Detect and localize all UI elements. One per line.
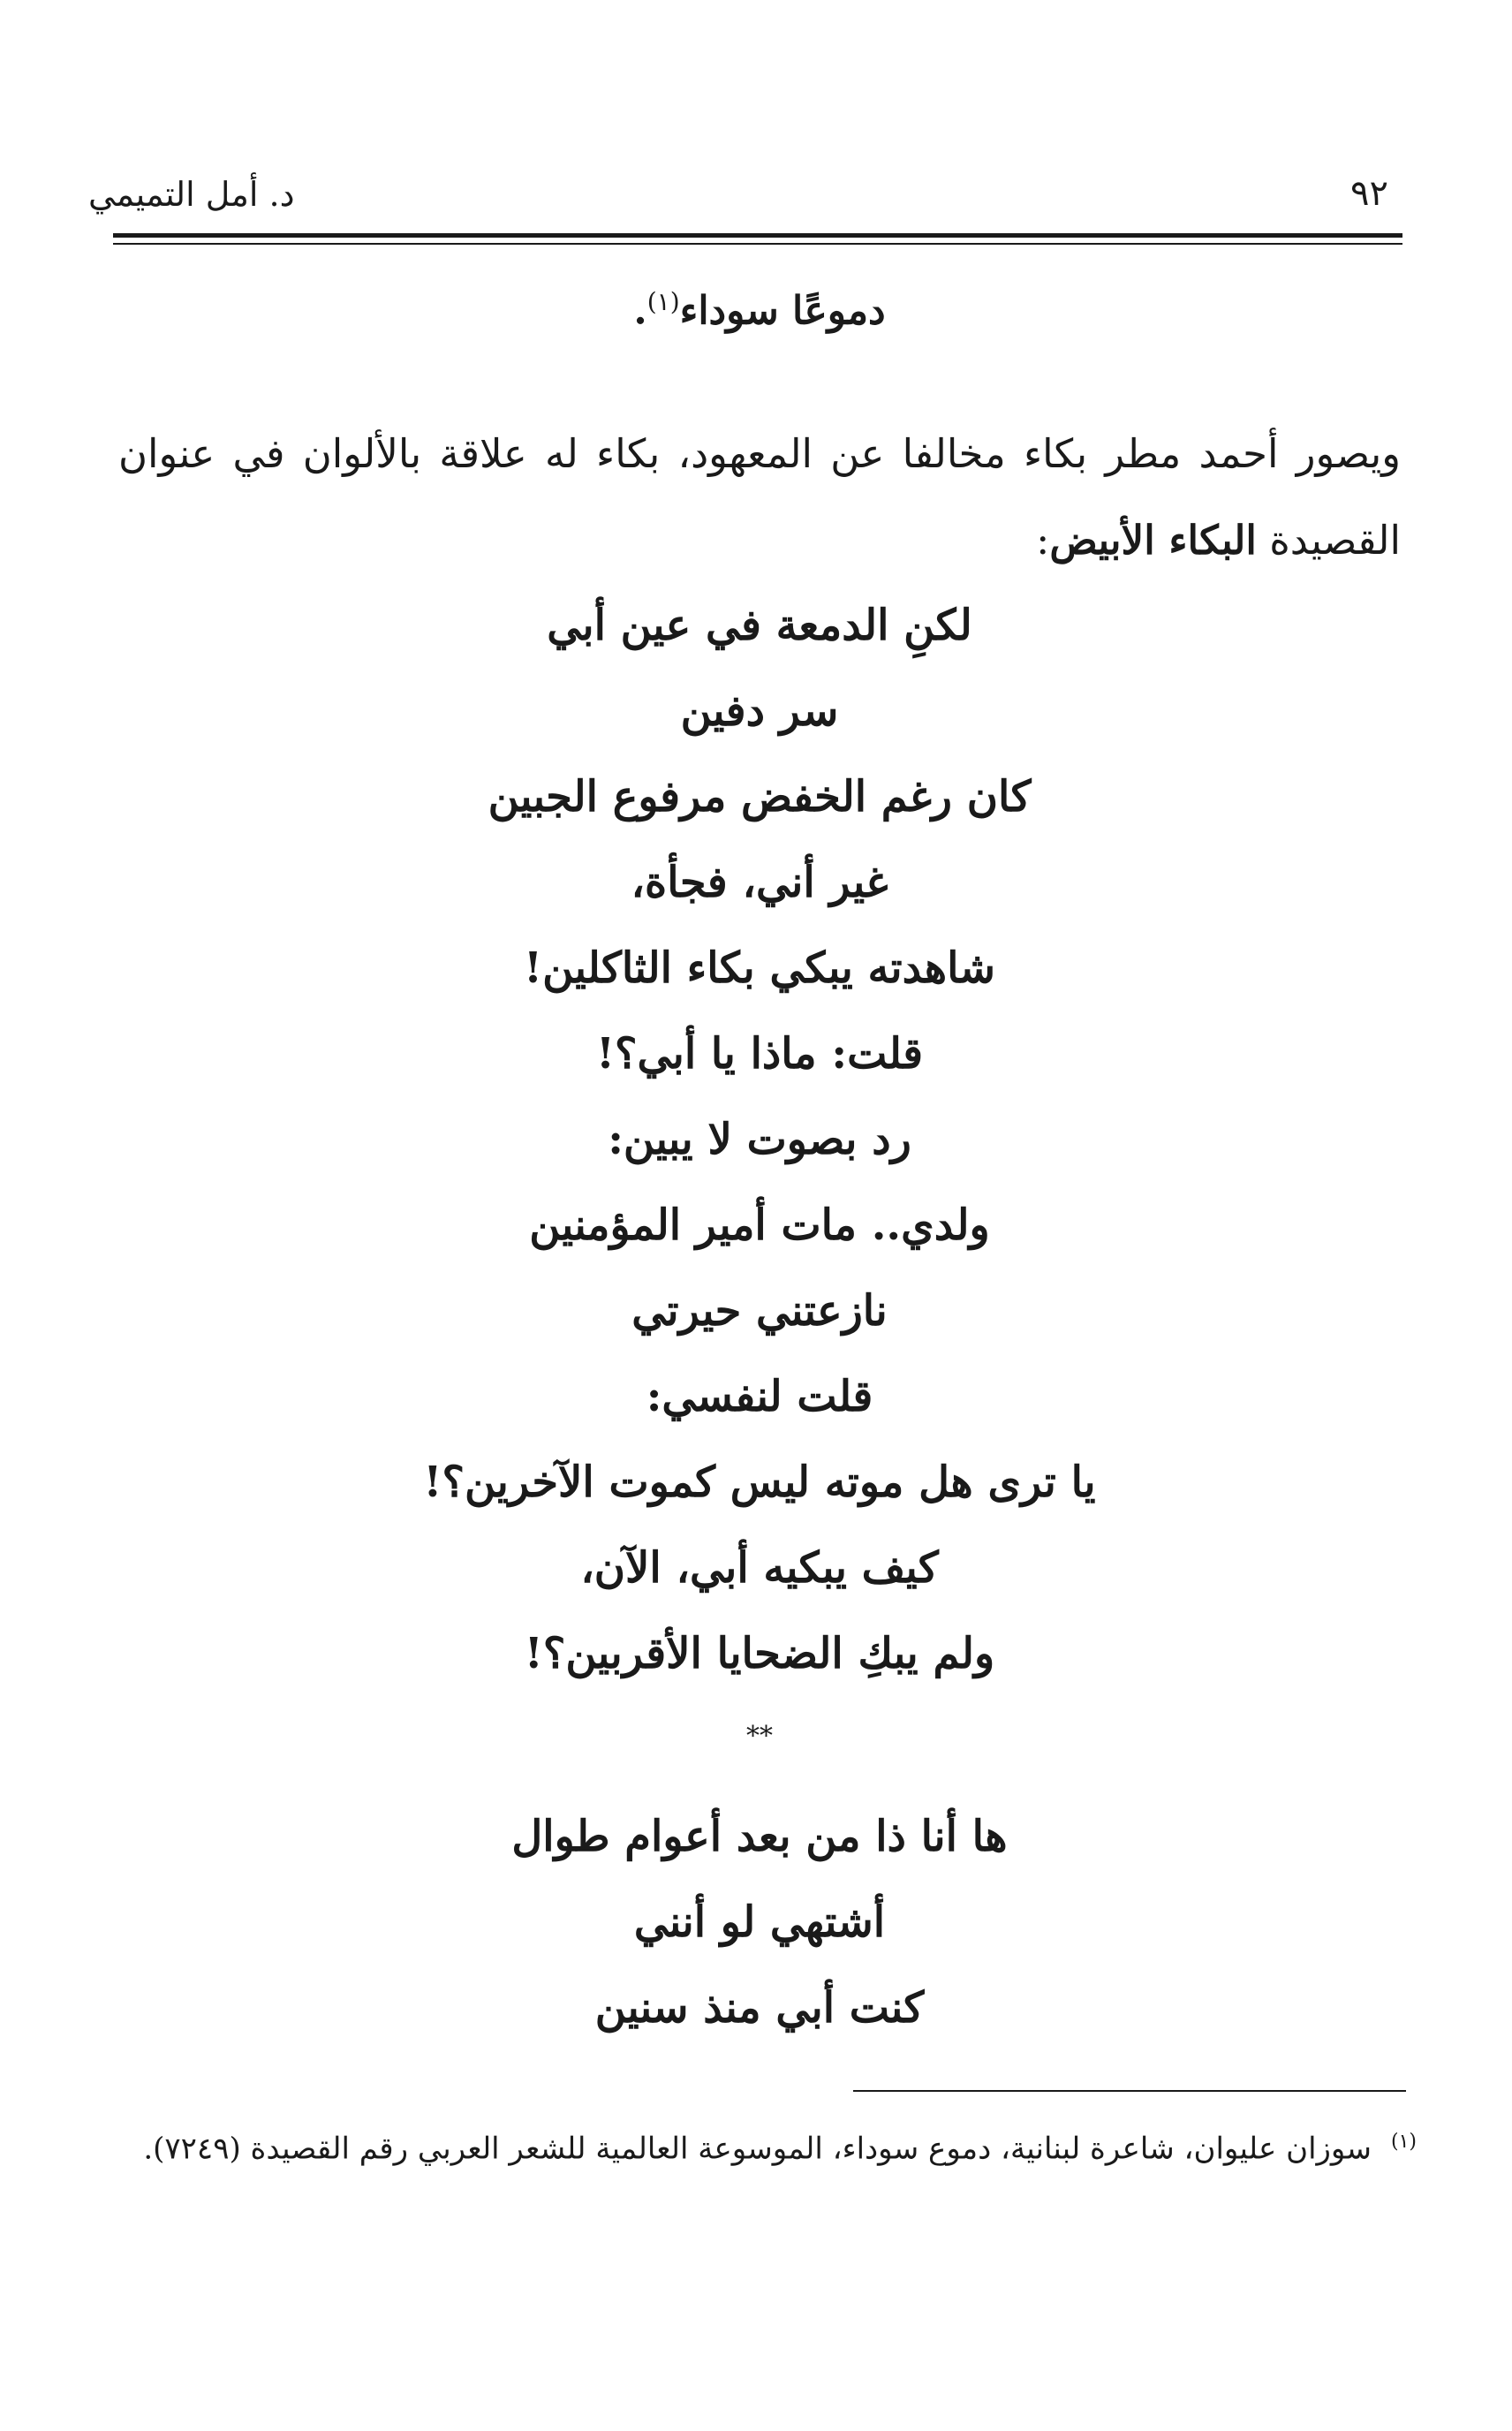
running-head-author: د. أمل التميمي	[88, 175, 295, 214]
poem-line: غير أني، فجأة،	[631, 858, 888, 907]
header-rule-thin	[113, 243, 1402, 245]
poem-line: كنت أبي منذ سنين	[594, 1983, 925, 2033]
poem-line: يا ترى هل موته ليس كموت الآخرين؟!	[423, 1458, 1096, 1507]
page-number: ٩٢	[1350, 173, 1388, 214]
intro-colon: :	[1036, 517, 1050, 564]
poem-line: كان رغم الخفض مرفوع الجبين	[488, 772, 1032, 822]
poem-line: أشتهي لو أنني	[633, 1897, 886, 1947]
poem-line: ولم يبكِ الضحايا الأقربين؟!	[524, 1629, 995, 1678]
intro-bold-title: البكاء الأبيض	[1049, 517, 1257, 564]
poem-title-text: دموعًا سوداء	[679, 288, 886, 334]
poem-line: ها أنا ذا من بعد أعوام طوال	[511, 1812, 1008, 1861]
poem-title-period: .	[633, 288, 647, 334]
poem-line: لكنِ الدمعة في عين أبي	[547, 601, 972, 650]
poem-line: سر دفين	[680, 686, 839, 736]
footnote-reference: (١)	[646, 287, 680, 316]
poem-line: شاهدته يبكي بكاء الثاكلين!	[524, 943, 995, 993]
header-rule-thick	[113, 233, 1402, 238]
poem-line: قلت: ماذا يا أبي؟!	[595, 1029, 924, 1079]
footnote-rule	[853, 2090, 1406, 2092]
poem-line: كيف يبكيه أبي، الآن،	[580, 1543, 939, 1593]
poem-line: قلت لنفسي:	[646, 1372, 873, 1421]
poem-title	[118, 287, 1401, 334]
intro-text: ويصور أحمد مطر بكاء مخالفا عن المعهود، بكاء له علاقة بالألوان في عنوان القصيدة	[118, 430, 1401, 564]
poem-body	[118, 583, 1401, 2051]
footnote	[118, 2120, 1417, 2170]
poem-line: ولدي.. مات أمير المؤمنين	[529, 1200, 990, 1250]
stanza-separator: **	[746, 1721, 773, 1752]
footnote-text: سوزان عليوان، شاعرة لبنانية، دموع سوداء، الموسوعة العالمية للشعر العربي رقم القصيدة (٧٢٤٩).	[143, 2131, 1372, 2167]
poem-line: رد بصوت لا يبين:	[608, 1115, 911, 1164]
poem-line: نازعتني حيرتي	[631, 1286, 888, 1336]
intro-paragraph	[118, 411, 1401, 584]
footnote-marker: (١)	[1390, 2131, 1417, 2153]
